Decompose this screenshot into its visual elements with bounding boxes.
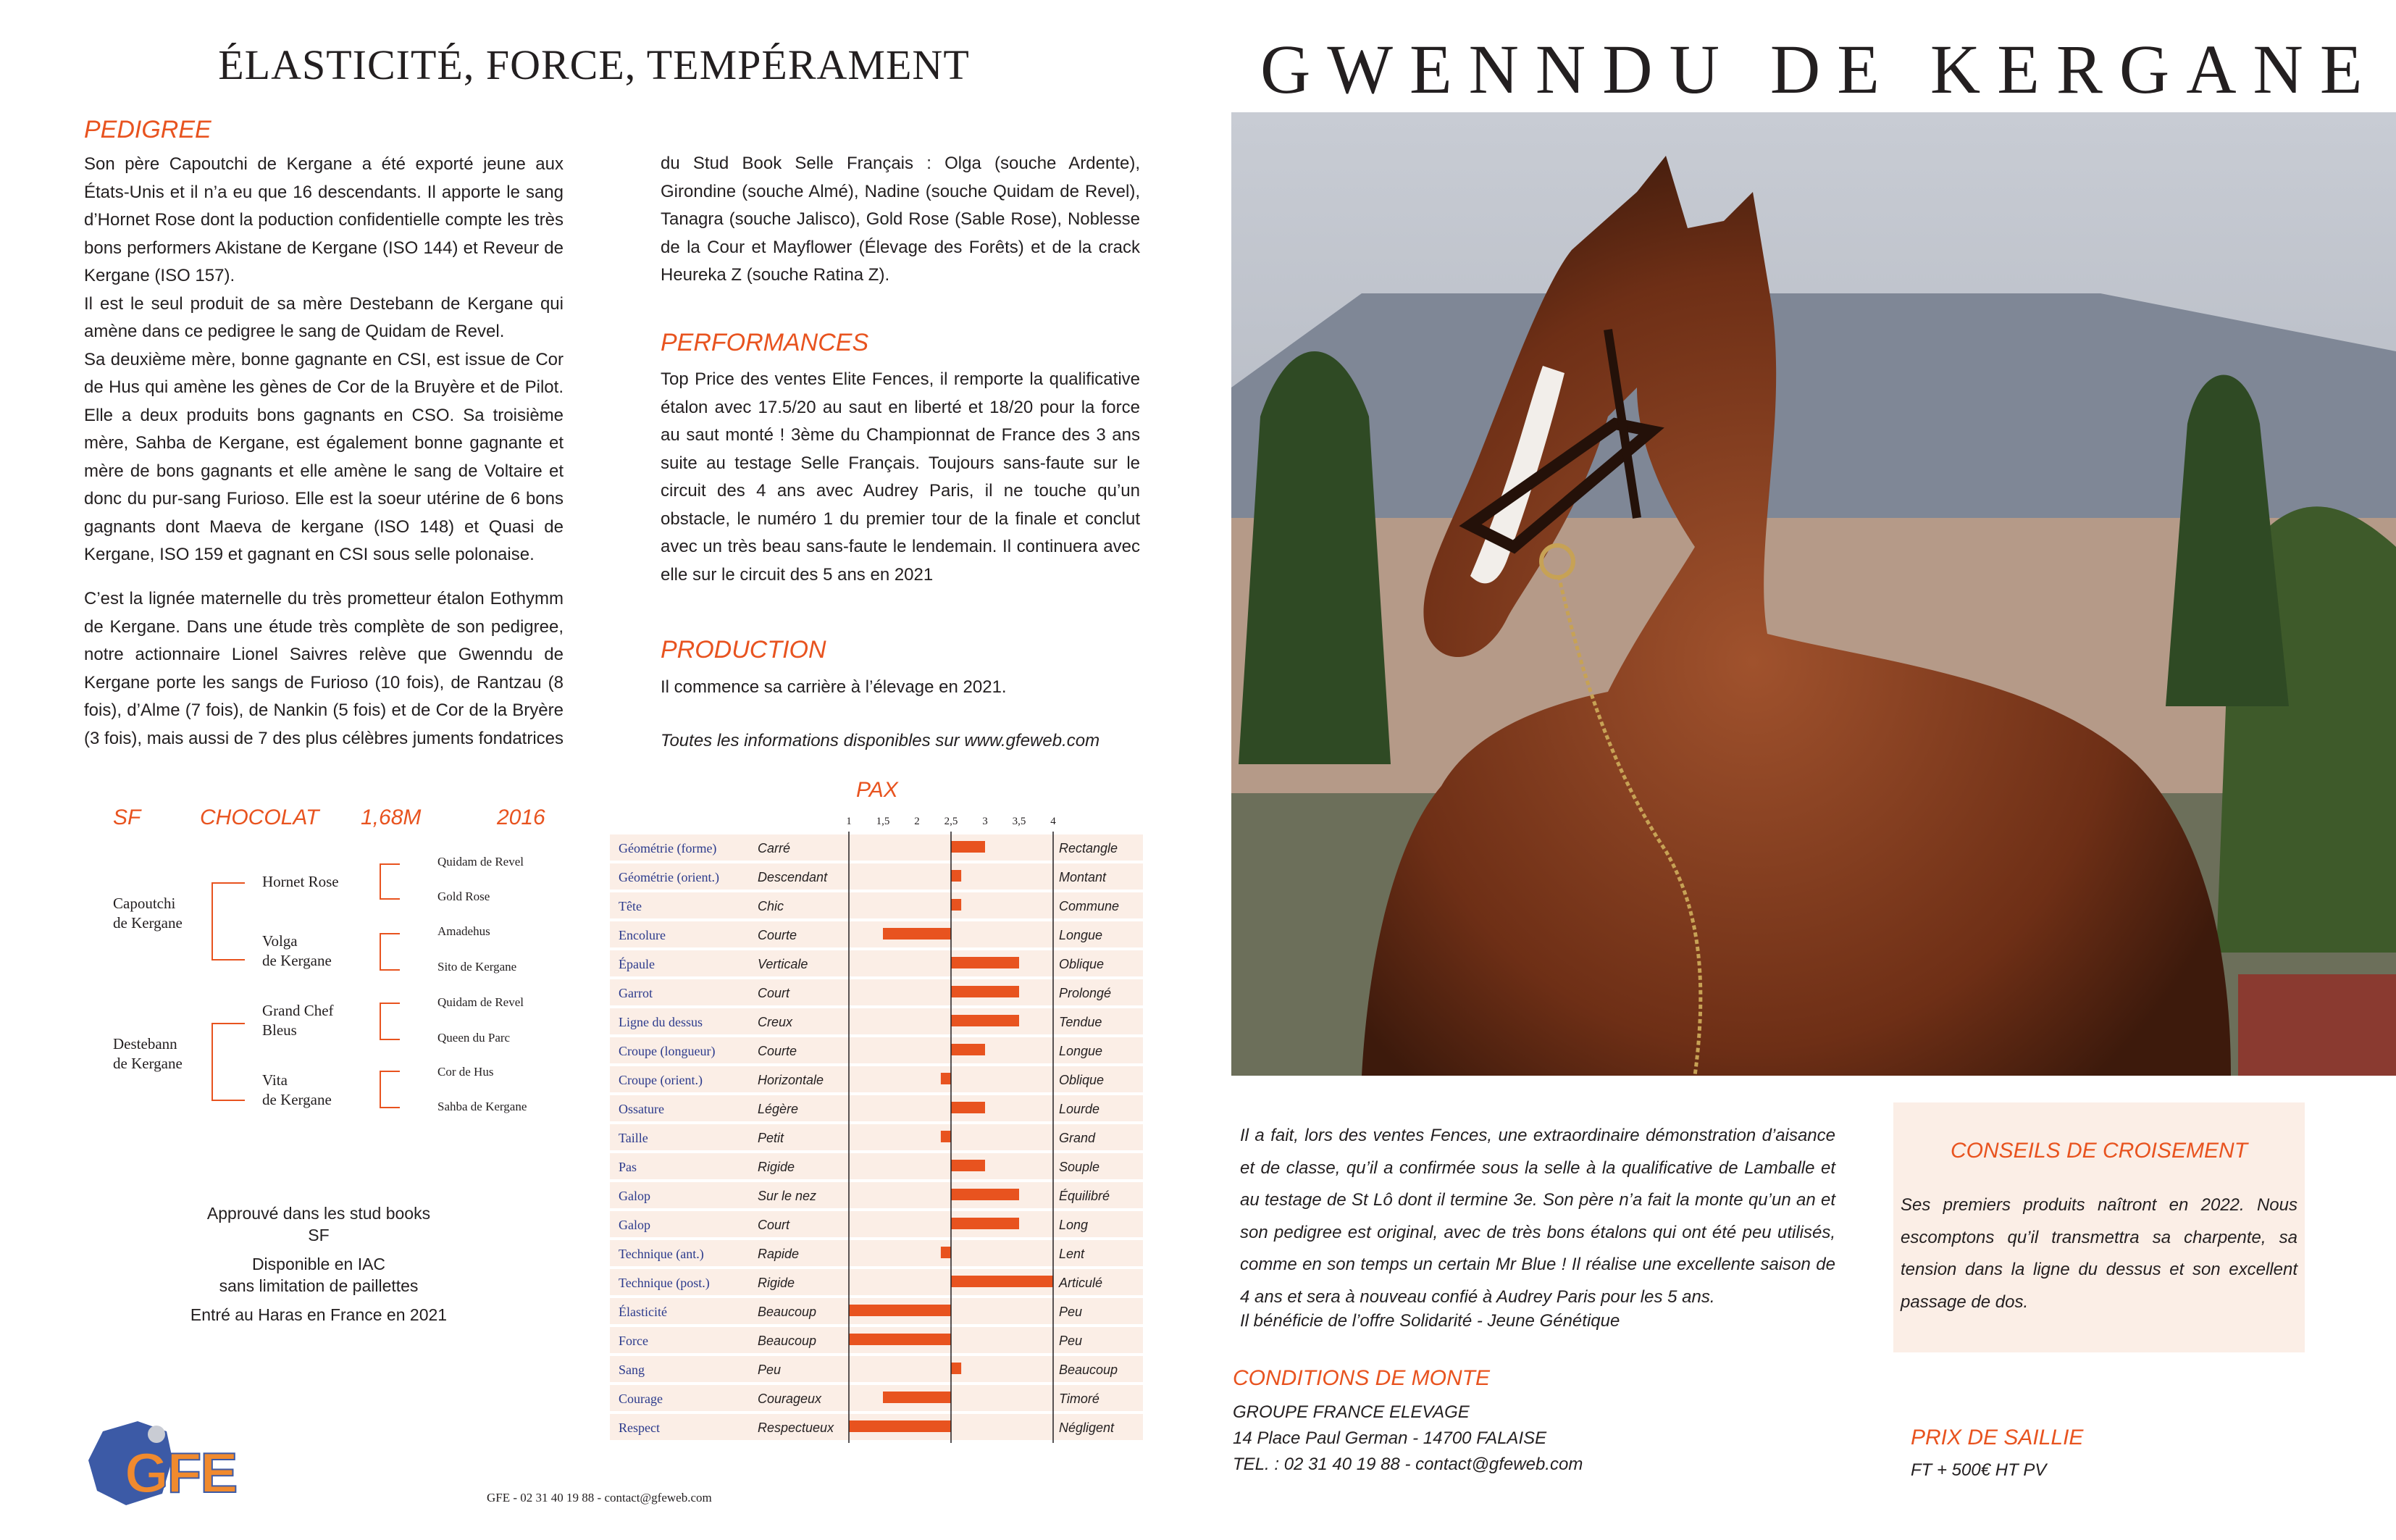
pax-criterion-label: Épaule: [619, 957, 655, 971]
pax-svg: [610, 810, 1143, 1447]
pax-criterion-label: Galop: [619, 1218, 650, 1232]
pax-tick-label: 1,5: [876, 816, 890, 827]
pax-low-label: Petit: [758, 1131, 784, 1145]
pedigree-paragraph: Son père Capoutchi de Kergane a été exporté jeune aux États-Unis et il n’a eu que 16 descendants. Il apporte le sang d’Hornet Rose dont la poduction confidentielle compte les très bons performers Akistane de Kergane (ISO 144) et Reveur de Kergane (ISO 157).: [84, 154, 564, 285]
pax-criterion-label: Pas: [619, 1160, 637, 1174]
conditions-line: 14 Place Paul German - 14700 FALAISE: [1233, 1428, 1547, 1448]
pax-criterion-label: Croupe (longueur): [619, 1044, 716, 1058]
great-grandparent-name: Gold Rose: [437, 890, 490, 903]
pax-low-label: Courte: [758, 1044, 797, 1058]
great-grandparent-name: Sahba de Kergane: [437, 1100, 527, 1113]
pax-criterion-label: Garrot: [619, 986, 653, 1000]
conseils-text: Ses premiers produits naîtront en 2022. Nous escomptons qu’il transmettra sa charpente, sa tension dans la ligne du dessus et son excellent passage de dos.: [1901, 1195, 2297, 1312]
pax-bar: [951, 899, 961, 911]
pedigree-heading: PEDIGREE: [84, 116, 211, 143]
pax-bar: [951, 1102, 985, 1113]
approval-line: Approuvé dans les stud books: [206, 1204, 431, 1223]
pax-high-label: Prolongé: [1059, 986, 1112, 1000]
pax-criterion-label: Géométrie (forme): [619, 841, 717, 855]
pax-tick-label: 4: [1050, 816, 1056, 827]
grandparent-name: Hornet Rose: [262, 873, 339, 890]
pax-chart: [610, 810, 1143, 1447]
pax-bar: [951, 1276, 1053, 1287]
pax-low-label: Carré: [758, 841, 791, 855]
pax-criterion-label: Ligne du dessus: [619, 1015, 703, 1029]
gp-bracket: [380, 863, 400, 900]
pax-criterion-label: Sang: [619, 1363, 645, 1377]
pax-high-label: Oblique: [1059, 1073, 1105, 1087]
pax-low-label: Beaucoup: [758, 1305, 817, 1319]
pax-criterion-label: Géométrie (orient.): [619, 870, 719, 884]
pax-high-label: Articulé: [1059, 1276, 1103, 1290]
horse-photo: [1231, 112, 2396, 1076]
great-grandparent-name: Quidam de Revel: [437, 855, 524, 869]
pedigree-text-col2: [661, 151, 1140, 317]
pax-high-label: Négligent: [1059, 1420, 1115, 1435]
pax-bar: [849, 1420, 951, 1432]
great-grandparent-name: Sito de Kergane: [437, 960, 517, 974]
pax-low-label: Respectueux: [758, 1420, 834, 1435]
horse-description: Il a fait, lors des ventes Fences, une extraordinaire démonstration d’aisance et de classe, qu’il a confirmée sous la selle à la qualificative de Lamballe et au testage de St Lô dont il termine 3e. Son père n’a fait la monte qu’un an et son pedigree est original, avec de très bons étalons qui ont été peu utilisés, comme en son temps un certain Mr Blue ! Il réalise une excellente saison de 4 ans et sera à nouveau confié à Audrey Paris pour les 5 ans.: [1240, 1126, 1835, 1307]
pax-bar: [951, 1160, 985, 1171]
performances-text: Top Price des ventes Elite Fences, il remporte la qualificative étalon avec 17.5/20 au saut en liberté et 18/20 pour la force au saut monté ! 3ème du Championnat de France des 3 ans suite au testage Selle Français. Toujours sans-faute sur le circuit des 4 ans avec Audrey Paris, il ne touche qu’un obstacle, le numéro 1 du premier tour de la finale et conclut avec un très beau sans-faute le lendemain. Il continuera avec elle sur le circuit des 5 ans en 2021: [661, 369, 1140, 585]
pax-low-label: Creux: [758, 1015, 793, 1029]
pax-tick-label: 3,5: [1012, 816, 1026, 827]
pax-low-label: Sur le nez: [758, 1189, 817, 1203]
prix-heading: PRIX DE SAILLIE: [1911, 1426, 2084, 1449]
conseils-heading: CONSEILS DE CROISEMENT: [1950, 1139, 2248, 1163]
great-grandparent-name: Cor de Hus: [437, 1065, 494, 1079]
gp-bracket: [380, 933, 400, 971]
horse-photo-illustration: [1231, 112, 2396, 1076]
pax-low-label: Chic: [758, 899, 784, 913]
pax-low-label: Rapide: [758, 1247, 800, 1261]
pedigree-text-col1: [84, 151, 564, 569]
pax-high-label: Souple: [1059, 1160, 1100, 1174]
pax-criterion-label: Galop: [619, 1189, 650, 1203]
production-text: Il commence sa carrière à l’élevage en 2021.: [661, 677, 1007, 697]
sire-name: Capoutchi de Kergane: [113, 895, 183, 932]
approval-line: SF: [308, 1226, 330, 1244]
approval-line: Disponible en IAC: [251, 1255, 386, 1273]
gp-bracket: [380, 1071, 400, 1108]
conditions-line: TEL. : 02 31 40 19 88 - contact@gfeweb.com: [1233, 1455, 1583, 1474]
dam-name: Destebann de Kergane: [113, 1035, 183, 1072]
pax-bar: [951, 870, 961, 882]
prix-value: FT + 500€ HT PV: [1911, 1460, 2047, 1480]
approval-line: sans limitation de paillettes: [219, 1276, 419, 1295]
pax-tick-label: 2,5: [944, 816, 958, 827]
pax-criterion-label: Tête: [619, 899, 642, 913]
left-title: ÉLASTICITÉ, FORCE, TEMPÉRAMENT: [218, 41, 970, 88]
pax-tick-label: 3: [982, 816, 988, 827]
pax-low-label: Horizontale: [758, 1073, 824, 1087]
pax-low-label: Court: [758, 1218, 790, 1232]
pax-bar: [951, 986, 1019, 997]
pax-high-label: Longue: [1059, 1044, 1103, 1058]
pax-high-label: Beaucoup: [1059, 1363, 1118, 1377]
conditions-line: GROUPE FRANCE ELEVAGE: [1233, 1402, 1470, 1422]
pax-bar: [941, 1073, 951, 1084]
pax-bar: [941, 1247, 951, 1258]
pax-bar: [951, 1044, 985, 1055]
pedigree-paragraph: Sa deuxième mère, bonne gagnante en CSI, est issue de Cor de Hus qui amène les gènes de Cor de la Bruyère et de Pilot. Elle a deux produits bons gagnants en CSO. Sa troisième mère, Sahba de Kergane, est également bonne gagnante et mère de bons gagnants et elle amène le sang de Voltaire et donc du pur-sang Furioso. Elle est la soeur utérine de 6 bons gagnants dont Maeva de kergane (ISO 148) et Quasi de Kergane, ISO 159 et gagnant en CSI sous selle polonaise.: [84, 349, 564, 564]
pax-high-label: Long: [1059, 1218, 1089, 1232]
pax-low-label: Peu: [758, 1363, 782, 1377]
color-label: CHOCOLAT: [200, 805, 319, 829]
pax-high-label: Peu: [1059, 1305, 1083, 1319]
conseils-panel: [1893, 1102, 2305, 1352]
pax-low-label: Verticale: [758, 957, 808, 971]
conditions-heading: CONDITIONS DE MONTE: [1233, 1366, 1491, 1390]
pax-bar: [951, 1015, 1019, 1026]
pax-bar: [951, 1189, 1019, 1200]
year-label: 2016: [497, 805, 545, 829]
pedigree-paragraph: C’est la lignée maternelle du très prometteur étalon Eothymm de Kergane. Dans une étude très complète de son pedigree, notre actionnaire Lionel Saivres relève que Gwenndu de Kergane porte les sangs de Furioso (10 fois), de Rantzau (8 fois), d’Alme (7 fois), de Nankin (5 fois) et de Cor de la Bryère (3 fois), mais aussi de 7 des plus célèbres juments fondatrices: [84, 589, 564, 748]
footer-contact: GFE - 02 31 40 19 88 - contact@gfeweb.com: [487, 1491, 712, 1505]
dam-bracket: [211, 1023, 245, 1101]
breed-label: SF: [113, 805, 141, 829]
pax-low-label: Courageux: [758, 1392, 822, 1406]
pax-criterion-label: Encolure: [619, 928, 666, 942]
performances-heading: PERFORMANCES: [661, 329, 869, 356]
pedigree-paragraph-continued: du Stud Book Selle Français : Olga (souche Ardente), Girondine (souche Almé), Nadine (souche Quidam de Revel), Tanagra (souche Jalisco), Gold Rose (Sable Rose), Noblesse de la Cour et Mayflower (Élevage des Forêts) et de la crack Heureka Z (souche Ratina Z).: [661, 154, 1140, 285]
pax-high-label: Oblique: [1059, 957, 1105, 971]
pax-bar: [951, 1218, 1019, 1229]
gp-bracket: [380, 1003, 400, 1040]
pax-bar: [883, 1392, 951, 1403]
pax-criterion-label: Courage: [619, 1392, 663, 1406]
height-label: 1,68M: [361, 805, 422, 829]
pax-title: PAX: [856, 778, 898, 802]
grandparent-name: Vita de Kergane: [262, 1071, 332, 1108]
pax-high-label: Peu: [1059, 1334, 1083, 1348]
pax-high-label: Lent: [1059, 1247, 1085, 1261]
pax-criterion-label: Technique (ant.): [619, 1247, 704, 1261]
pax-high-label: Montant: [1059, 870, 1107, 884]
pax-criterion-label: Élasticité: [619, 1305, 667, 1319]
pax-criterion-label: Ossature: [619, 1102, 664, 1116]
production-note: Toutes les informations disponibles sur www.gfeweb.com: [661, 731, 1100, 750]
pedigree-text-col1b: [84, 585, 564, 752]
pax-low-label: Beaucoup: [758, 1334, 817, 1348]
pax-bar: [883, 928, 951, 940]
great-grandparent-name: Amadehus: [437, 924, 490, 938]
pedigree-paragraph: Il est le seul produit de sa mère Destebann de Kergane qui amène dans ce pedigree le sang de Quidam de Revel.: [84, 293, 564, 341]
pax-high-label: Commune: [1059, 899, 1120, 913]
great-grandparent-name: Queen du Parc: [437, 1031, 511, 1045]
pax-low-label: Légère: [758, 1102, 799, 1116]
production-heading: PRODUCTION: [661, 636, 826, 664]
pax-high-label: Longue: [1059, 928, 1103, 942]
pax-tick-label: 2: [914, 816, 920, 827]
pax-criterion-label: Force: [619, 1334, 648, 1348]
pax-low-label: Rigide: [758, 1160, 795, 1174]
pax-bar: [941, 1131, 951, 1142]
pax-low-label: Rigide: [758, 1276, 795, 1290]
horse-name-title: GWENNDU DE KERGANE: [1260, 30, 2379, 108]
pax-high-label: Grand: [1059, 1131, 1096, 1145]
pax-bar: [951, 1363, 961, 1374]
gfe-logo: [81, 1418, 255, 1508]
pax-high-label: Timoré: [1059, 1392, 1099, 1406]
pax-criterion-label: Croupe (orient.): [619, 1073, 703, 1087]
great-grandparent-name: Quidam de Revel: [437, 995, 524, 1009]
description-note: Il bénéficie de l’offre Solidarité - Jeune Génétique: [1240, 1311, 1620, 1331]
pax-low-label: Courte: [758, 928, 797, 942]
sire-bracket: [211, 882, 245, 961]
pax-high-label: Lourde: [1059, 1102, 1100, 1116]
grandparent-name: Volga de Kergane: [262, 932, 332, 969]
pax-criterion-label: Respect: [619, 1420, 660, 1435]
grandparent-name: Grand Chef Bleus: [262, 1002, 334, 1039]
pax-bar: [951, 841, 985, 853]
pax-tick-label: 1: [846, 816, 852, 827]
pax-bar: [951, 957, 1019, 968]
gfe-logo-text: GFE: [125, 1441, 237, 1505]
pax-low-label: Court: [758, 986, 790, 1000]
approval-line: Entré au Haras en France en 2021: [190, 1305, 448, 1324]
pax-criterion-label: Technique (post.): [619, 1276, 710, 1290]
pax-high-label: Tendue: [1059, 1015, 1102, 1029]
pax-high-label: Rectangle: [1059, 841, 1118, 855]
pax-bar: [849, 1305, 951, 1316]
pax-low-label: Descendant: [758, 870, 828, 884]
pax-bar: [849, 1334, 951, 1345]
pax-high-label: Équilibré: [1059, 1189, 1110, 1203]
pax-criterion-label: Taille: [619, 1131, 648, 1145]
